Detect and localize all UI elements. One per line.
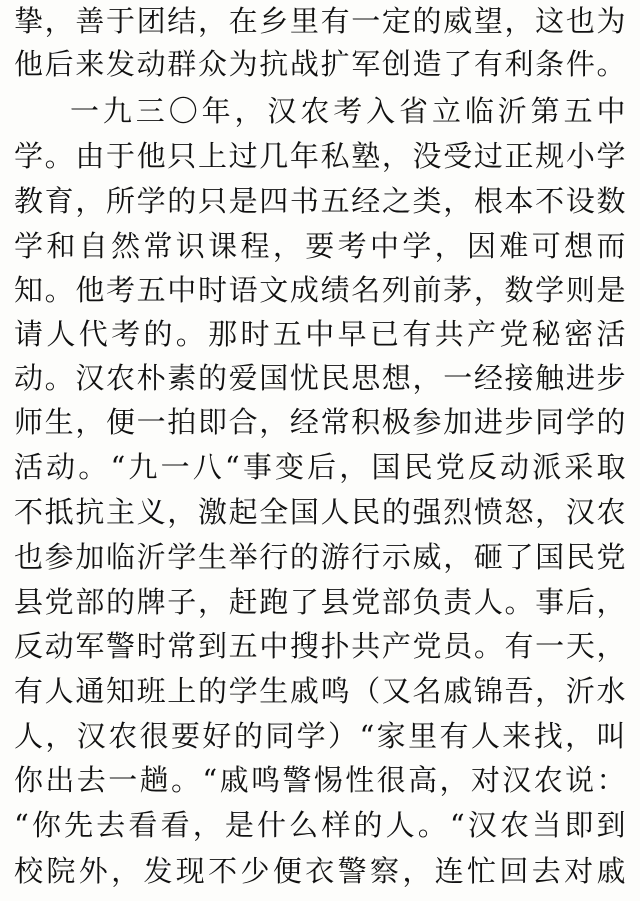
text-line-18: 你出去一趟。“戚鸣警惕性很高，对汉农说： xyxy=(14,763,626,797)
text-line-8: 请人代考的。那时五中早已有共产党秘密活 xyxy=(14,317,626,351)
text-line-6: 学和自然常识课程，要考中学，因难可想而 xyxy=(14,229,626,263)
text-line-9: 动。汉农朴素的爱国忧民思想，一经接触进步 xyxy=(14,361,626,395)
text-line-1: 挚，善于团结，在乡里有一定的威望，这也为 xyxy=(14,4,626,38)
text-line-13: 也参加临沂学生举行的游行示威，砸了国民党 xyxy=(14,540,626,574)
text-line-20: 校院外，发现不少便衣警察，连忙回去对戚 xyxy=(14,854,626,888)
text-line-11: 活动。“九一八“事变后，国民党反动派采取 xyxy=(14,450,626,484)
text-line-12: 不抵抗主义，激起全国人民的强烈愤怒，汉农 xyxy=(14,495,626,529)
text-line-16: 有人通知班上的学生戚鸣（又名戚锦吾，沂水 xyxy=(14,674,626,708)
text-line-17: 人，汉农很要好的同学）“家里有人来找，叫 xyxy=(14,719,626,753)
text-line-14: 县党部的牌子，赶跑了县党部负责人。事后， xyxy=(14,585,626,619)
text-line-3: 一九三〇年，汉农考入省立临沂第五中 xyxy=(70,94,626,128)
text-line-19: “你先去看看，是什么样的人。“汉农当即到 xyxy=(14,808,626,842)
text-line-5: 教育，所学的只是四书五经之类，根本不设数 xyxy=(14,184,626,218)
text-line-15: 反动军警时常到五中搜扑共产党员。有一天， xyxy=(14,629,626,663)
text-line-7: 知。他考五中时语文成绩名列前茅，数学则是 xyxy=(14,273,626,307)
text-line-4: 学。由于他只上过几年私塾，没受过正规小学 xyxy=(14,139,626,173)
text-line-10: 师生，便一拍即合，经常积极参加进步同学的 xyxy=(14,405,626,439)
text-line-2: 他后来发动群众为抗战扩军创造了有利条件。 xyxy=(14,47,626,81)
